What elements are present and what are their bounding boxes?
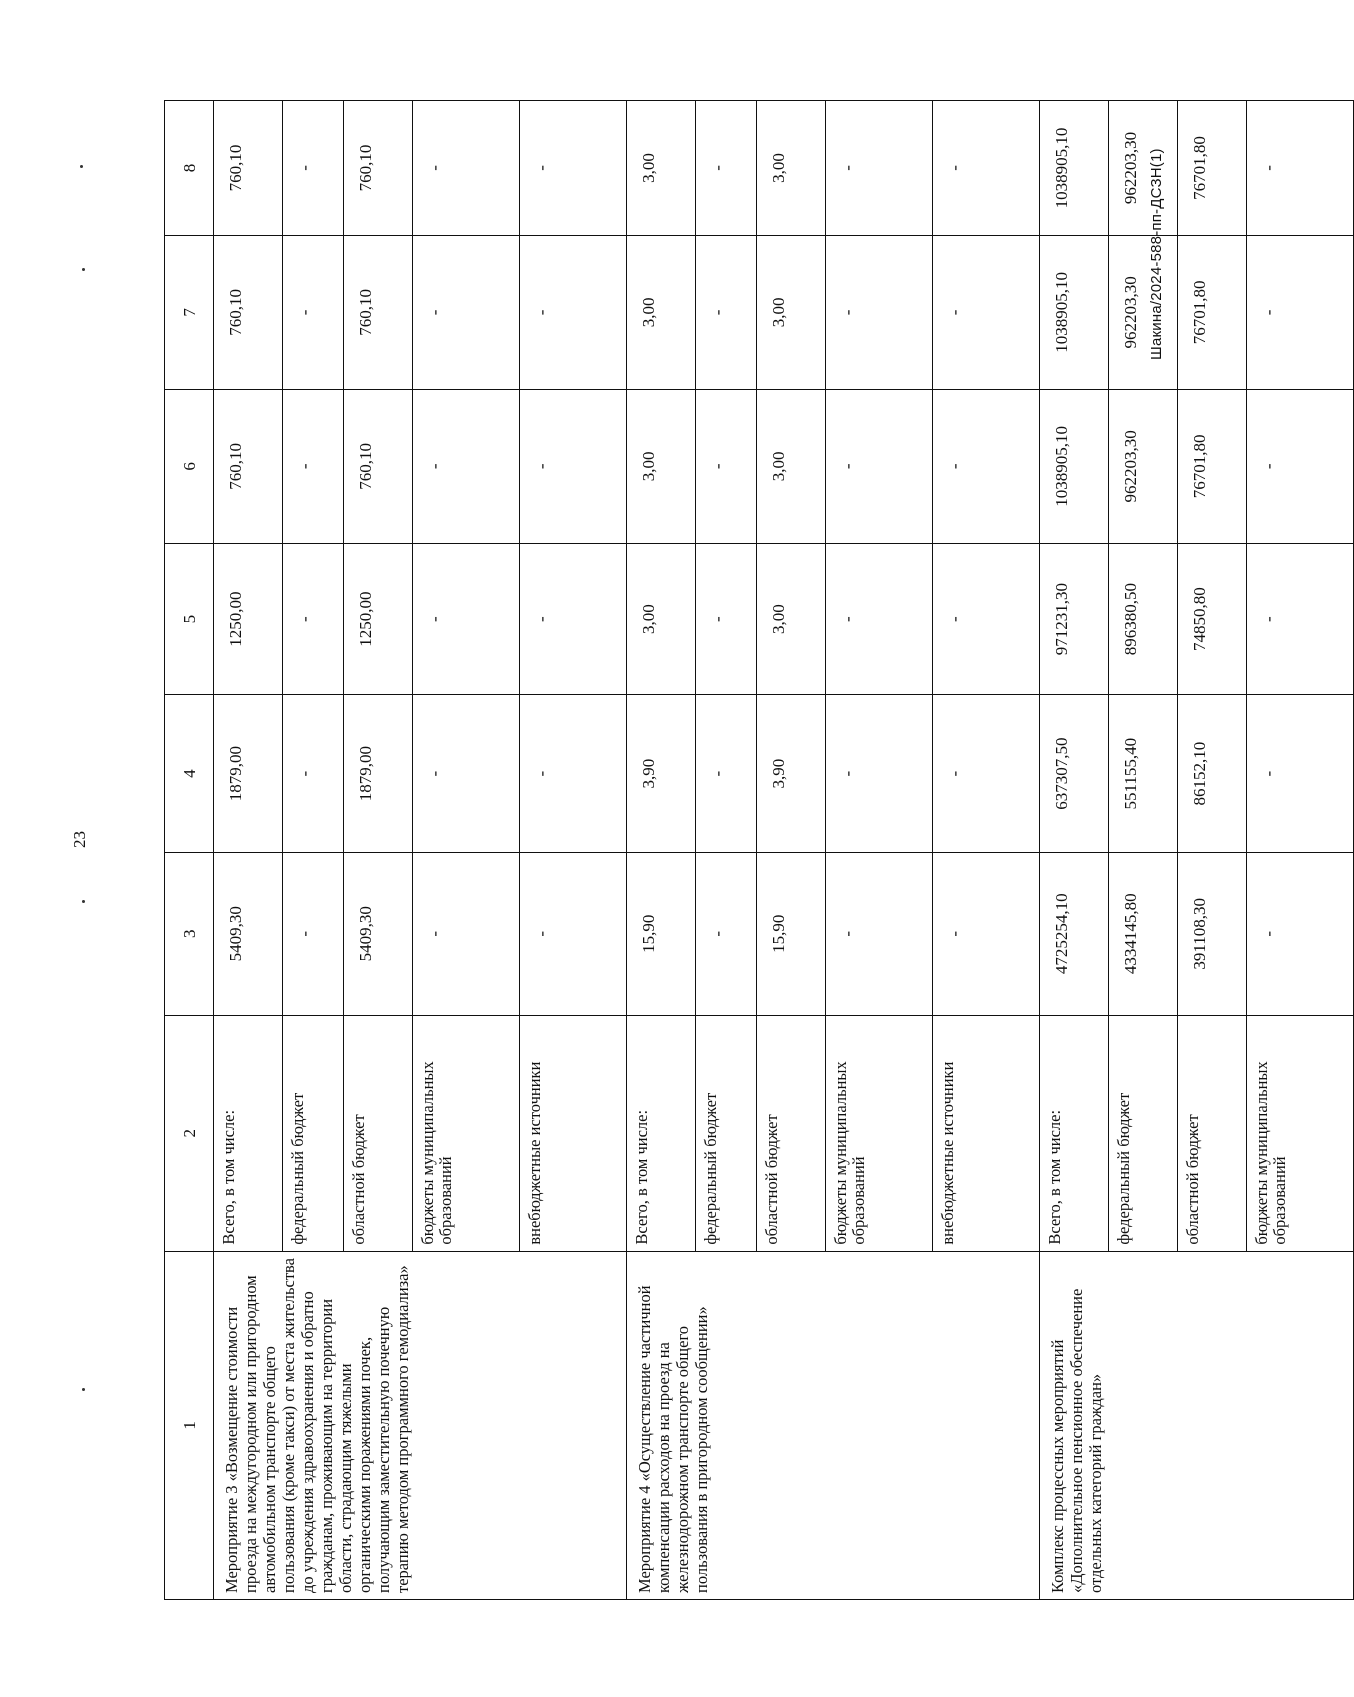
amount-cell: 760,10 (344, 235, 413, 389)
amount-cell: 86152,10 (1178, 695, 1247, 852)
scan-dot (82, 268, 85, 271)
amount-cell: - (933, 543, 1040, 695)
funding-source-cell: бюджеты муниципальных образований (826, 1015, 933, 1251)
amount-cell: - (696, 235, 757, 389)
amount-cell: 962203,30 (1109, 235, 1178, 389)
amount-cell: 551155,40 (1109, 695, 1178, 852)
funding-source-cell: Всего, в том числе: (214, 1015, 283, 1251)
amount-cell: - (696, 389, 757, 543)
funding-source-cell: федеральный бюджет (696, 1015, 757, 1251)
amount-cell: - (696, 543, 757, 695)
amount-cell: 1038905,10 (1040, 101, 1109, 236)
amount-cell: - (933, 389, 1040, 543)
amount-cell: - (1247, 389, 1354, 543)
amount-cell: 637307,50 (1040, 695, 1109, 852)
amount-cell: 1250,00 (214, 543, 283, 695)
amount-cell: - (1247, 235, 1354, 389)
amount-cell: - (826, 852, 933, 1015)
event-name-cell: Мероприятие 3 «Возмещение стоимости проезда на междугородном или пригородном автомобильном транспорте общего пользования (кроме такси) от места жительства до учреждения здравоохранения и обратно гражданам, проживающим на территории области, страдающим тяжелыми органическими поражениями почек, получающим заместительную почечную терапию методом программного гемодиализа» (214, 1251, 627, 1599)
amount-cell: - (696, 852, 757, 1015)
amount-cell: - (520, 695, 627, 852)
column-header: 6 (165, 389, 214, 543)
amount-cell: 1250,00 (344, 543, 413, 695)
amount-cell: 76701,80 (1178, 235, 1247, 389)
funding-source-cell: областной бюджет (344, 1015, 413, 1251)
funding-source-cell: областной бюджет (757, 1015, 826, 1251)
amount-cell: 3,00 (757, 101, 826, 236)
amount-cell: - (1247, 695, 1354, 852)
page-number: 23 (70, 831, 89, 848)
table-row (627, 101, 696, 1600)
column-header: 7 (165, 235, 214, 389)
amount-cell: - (520, 852, 627, 1015)
amount-cell: 391108,30 (1178, 852, 1247, 1015)
column-header: 1 (165, 1251, 214, 1599)
amount-cell: 4334145,80 (1109, 852, 1178, 1015)
amount-cell: - (413, 235, 520, 389)
amount-cell: - (283, 235, 344, 389)
funding-source-cell: Всего, в том числе: (1040, 1015, 1109, 1251)
table-row (214, 101, 283, 1600)
amount-cell: - (283, 543, 344, 695)
amount-cell: 3,00 (627, 101, 696, 236)
amount-cell: 760,10 (214, 235, 283, 389)
amount-cell: 962203,30 (1109, 389, 1178, 543)
amount-cell: - (933, 101, 1040, 236)
amount-cell: 4725254,10 (1040, 852, 1109, 1015)
amount-cell: - (826, 235, 933, 389)
amount-cell: - (826, 543, 933, 695)
event-name-cell: Мероприятие 4 «Осуществление частичной компенсации расходов на проезд на железнодорожном транспорте общего пользования в пригородном сообщении» (627, 1251, 1040, 1599)
amount-cell: - (1247, 101, 1354, 236)
amount-cell: - (283, 852, 344, 1015)
amount-cell: - (1247, 852, 1354, 1015)
amount-cell: - (520, 235, 627, 389)
scan-dot (80, 165, 83, 168)
document-id: Шакина/2024-588-пп-ДСЗН(1) (1148, 148, 1165, 360)
column-header: 8 (165, 101, 214, 236)
amount-cell: 3,00 (757, 543, 826, 695)
amount-cell: - (696, 695, 757, 852)
amount-cell: - (826, 695, 933, 852)
amount-cell: - (520, 389, 627, 543)
amount-cell: 3,90 (757, 695, 826, 852)
amount-cell: 76701,80 (1178, 389, 1247, 543)
column-header: 5 (165, 543, 214, 695)
amount-cell: 760,10 (214, 389, 283, 543)
amount-cell: 3,90 (627, 695, 696, 852)
amount-cell: - (520, 101, 627, 236)
funding-source-cell: внебюджетные источники (933, 1015, 1040, 1251)
amount-cell: 5409,30 (344, 852, 413, 1015)
amount-cell: - (933, 852, 1040, 1015)
amount-cell: - (413, 695, 520, 852)
amount-cell: 962203,30 (1109, 101, 1178, 236)
amount-cell: - (413, 852, 520, 1015)
column-header: 3 (165, 852, 214, 1015)
funding-table (164, 100, 1354, 1600)
amount-cell: - (826, 389, 933, 543)
column-header: 4 (165, 695, 214, 852)
amount-cell: - (933, 695, 1040, 852)
amount-cell: 760,10 (344, 389, 413, 543)
amount-cell: 3,00 (757, 235, 826, 389)
header-row (165, 101, 214, 1600)
amount-cell: - (933, 235, 1040, 389)
funding-source-cell: внебюджетные источники (520, 1015, 627, 1251)
amount-cell: - (696, 101, 757, 236)
amount-cell: - (283, 101, 344, 236)
amount-cell: 15,90 (627, 852, 696, 1015)
amount-cell: 76701,80 (1178, 101, 1247, 236)
amount-cell: - (283, 389, 344, 543)
amount-cell: 3,00 (627, 389, 696, 543)
amount-cell: - (520, 543, 627, 695)
amount-cell: - (413, 543, 520, 695)
event-name-cell: Комплекс процессных мероприятий «Дополнительное пенсионное обеспечение отдельных категорий граждан» (1040, 1251, 1354, 1599)
funding-source-cell: федеральный бюджет (283, 1015, 344, 1251)
amount-cell: 5409,30 (214, 852, 283, 1015)
amount-cell: 3,00 (757, 389, 826, 543)
amount-cell: 1038905,10 (1040, 389, 1109, 543)
amount-cell: 15,90 (757, 852, 826, 1015)
amount-cell: - (413, 389, 520, 543)
funding-source-cell: Всего, в том числе: (627, 1015, 696, 1251)
amount-cell: - (1247, 543, 1354, 695)
amount-cell: 3,00 (627, 235, 696, 389)
amount-cell: - (283, 695, 344, 852)
amount-cell: - (413, 101, 520, 236)
table-row (1040, 101, 1109, 1600)
amount-cell: 1038905,10 (1040, 235, 1109, 389)
funding-source-cell: федеральный бюджет (1109, 1015, 1178, 1251)
amount-cell: 760,10 (214, 101, 283, 236)
amount-cell: 896380,50 (1109, 543, 1178, 695)
funding-source-cell: областной бюджет (1178, 1015, 1247, 1251)
funding-source-cell: бюджеты муниципальных образований (1247, 1015, 1354, 1251)
amount-cell: 971231,30 (1040, 543, 1109, 695)
column-header: 2 (165, 1015, 214, 1251)
scan-dot (82, 1388, 85, 1391)
amount-cell: - (826, 101, 933, 236)
amount-cell: 760,10 (344, 101, 413, 236)
amount-cell: 3,00 (627, 543, 696, 695)
amount-cell: 1879,00 (214, 695, 283, 852)
amount-cell: 74850,80 (1178, 543, 1247, 695)
scan-dot (82, 900, 85, 903)
funding-source-cell: бюджеты муниципальных образований (413, 1015, 520, 1251)
amount-cell: 1879,00 (344, 695, 413, 852)
